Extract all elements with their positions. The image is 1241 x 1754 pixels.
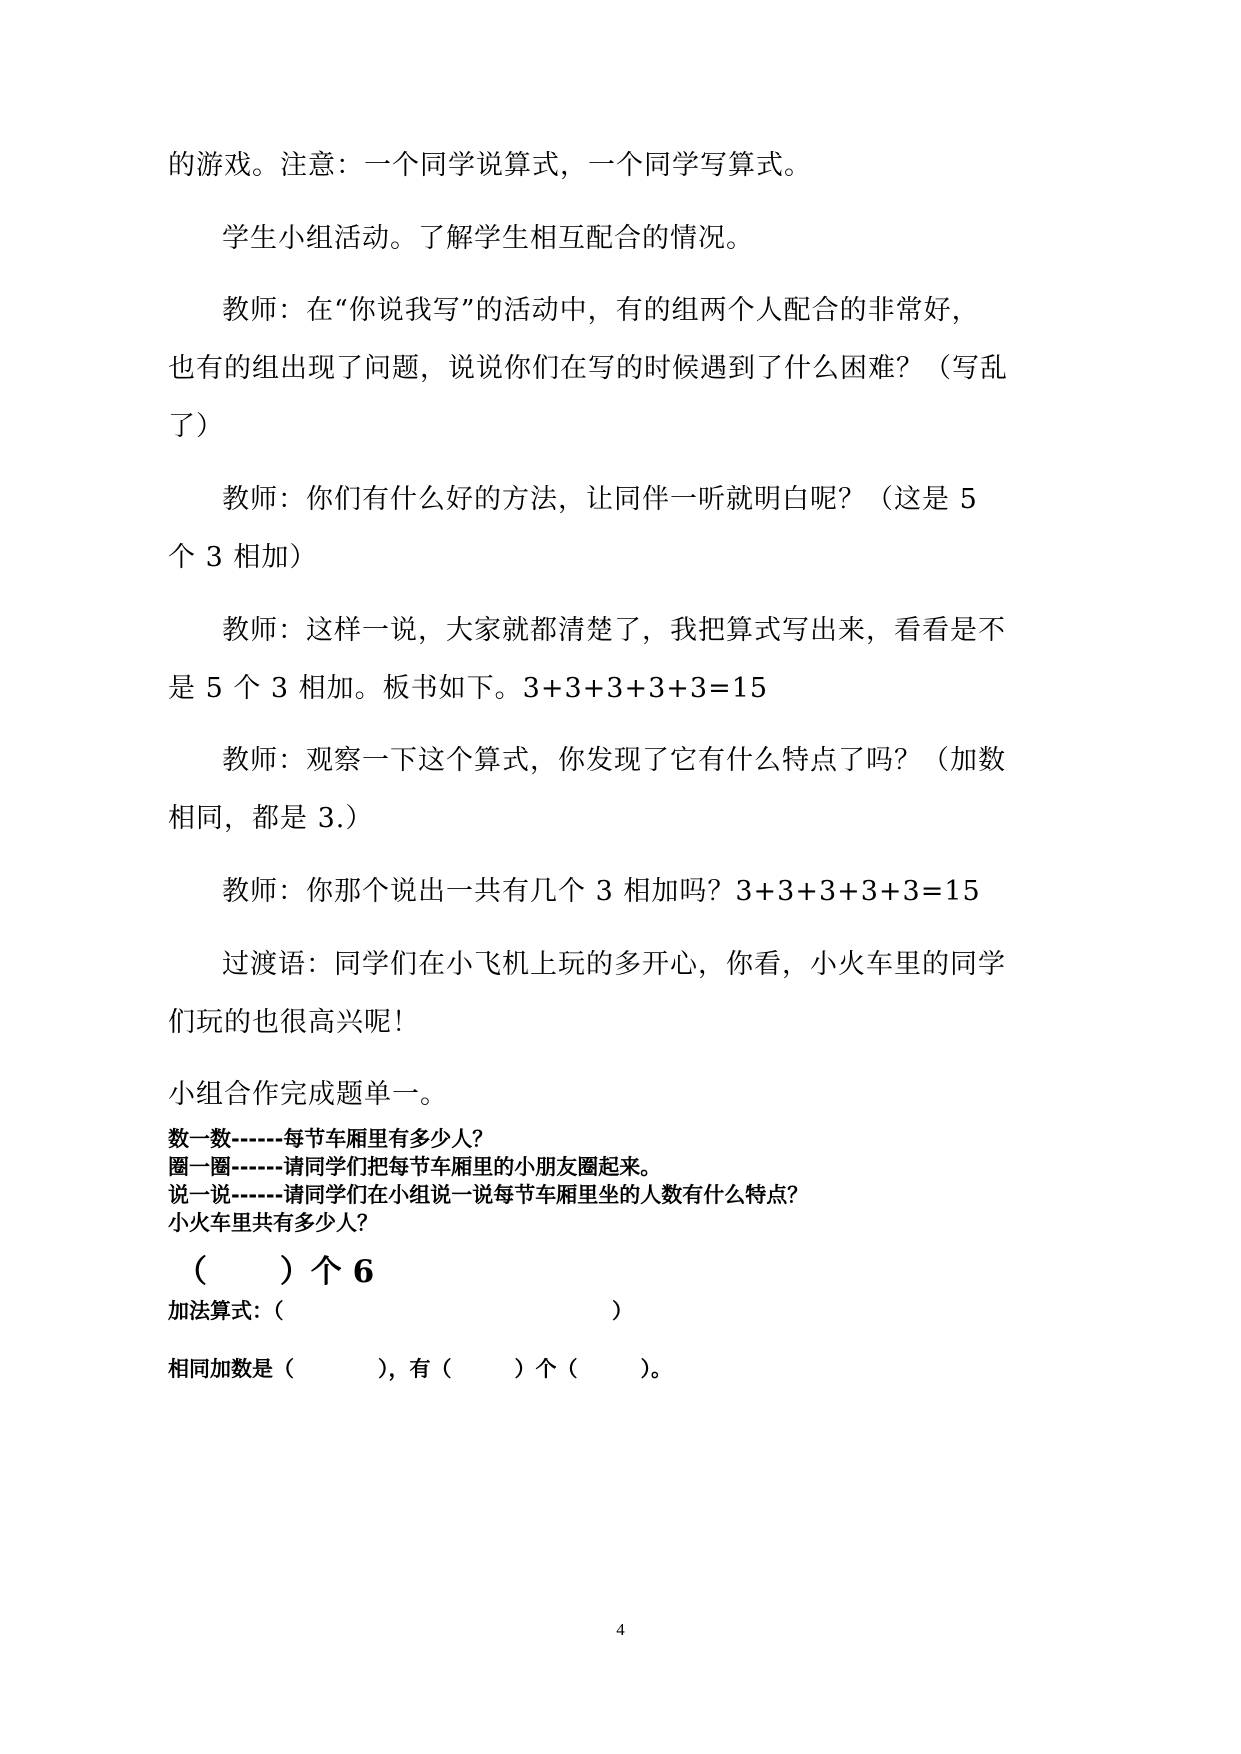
- paragraph-teacher-1-line-2: 也有的组出现了问题，说说你们在写的时候遇到了什么困难？（写乱: [168, 353, 1008, 384]
- paragraph-continuation: 的游戏。注意：一个同学说算式，一个同学写算式。: [168, 150, 812, 181]
- worksheet-item-total: 小火车里共有多少人？: [168, 1211, 378, 1235]
- worksheet-item-discuss: 说一说------请同学们在小组说一说每节车厢里坐的人数有什么特点？: [168, 1183, 809, 1207]
- paragraph-teacher-2-line-1: 教师：你们有什么好的方法，让同伴一听就明白呢？（这是 5: [222, 484, 978, 515]
- addition-label: 加法算式：（: [168, 1299, 284, 1323]
- paragraph-teacher-1-line-3: 了）: [168, 411, 224, 442]
- paragraph-teacher-4-line-2: 相同，都是 3.）: [168, 803, 374, 834]
- paragraph-group-activity: 学生小组活动。了解学生相互配合的情况。: [222, 223, 754, 254]
- paragraph-teacher-5: 教师：你那个说出一共有几个 3 相加吗？3+3+3+3+3=15: [222, 876, 981, 907]
- page-number: 4: [616, 1620, 625, 1639]
- paragraph-transition-line-1: 过渡语：同学们在小飞机上玩的多开心，你看，小火车里的同学: [222, 949, 1006, 980]
- addition-close: ）: [612, 1299, 633, 1323]
- paragraph-teacher-1-line-1: 教师：在“你说我写”的活动中，有的组两个人配合的非常好，: [222, 295, 980, 326]
- paragraph-teacher-3-line-1: 教师：这样一说，大家就都清楚了，我把算式写出来，看看是不: [222, 615, 1006, 646]
- paragraph-transition-line-2: 们玩的也很高兴呢！: [168, 1007, 420, 1038]
- paragraph-teacher-2-line-2: 个 3 相加）: [168, 542, 318, 573]
- worksheet-item-count: 数一数------每节车厢里有多少人？: [168, 1127, 494, 1151]
- count-blank: （ ）个 6: [176, 1254, 375, 1290]
- paragraph-teacher-4-line-1: 教师：观察一下这个算式，你发现了它有什么特点了吗？（加数: [222, 745, 1006, 776]
- paragraph-worksheet-intro: 小组合作完成题单一。: [168, 1079, 448, 1110]
- same-addend-line: 相同加数是（ ），有（ ）个（ ）。: [168, 1357, 672, 1381]
- paragraph-teacher-3-line-2: 是 5 个 3 相加。板书如下。3+3+3+3+3=15: [168, 673, 769, 704]
- worksheet-item-circle: 圈一圈------请同学们把每节车厢里的小朋友圈起来。: [168, 1155, 662, 1179]
